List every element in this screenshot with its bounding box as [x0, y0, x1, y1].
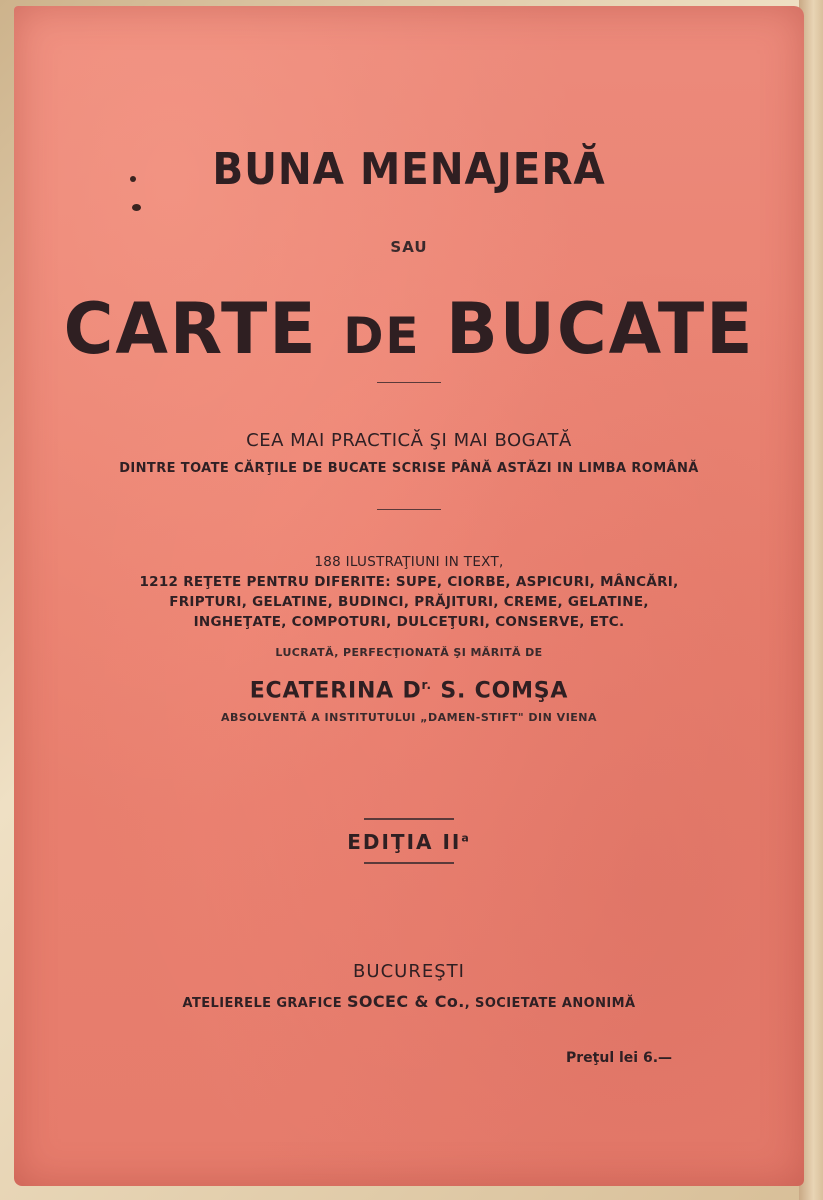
- publisher-suffix: , SOCIETATE ANONIMĂ: [464, 996, 636, 1011]
- feature-line: 188 ILUSTRAŢIUNI IN TEXT,: [314, 554, 504, 570]
- cover-content: [14, 6, 804, 1186]
- ink-stain: [132, 204, 141, 211]
- edition-text: EDIŢIA II: [347, 830, 462, 854]
- divider: [377, 509, 441, 510]
- features-block: [14, 552, 804, 632]
- connector-text: SAU: [390, 238, 428, 256]
- main-title: [26, 288, 792, 370]
- subtitle-line-1: CEA MAI PRACTICĂ ŞI MAI BOGATĂ: [246, 430, 572, 451]
- subtitle-line-2: DINTRE TOATE CĂRŢILE DE BUCATE SCRISE PÂNĂ ASTĂZI IN LIMBA ROMÂNĂ: [119, 461, 699, 476]
- main-title-part3: BUCATE: [446, 288, 755, 370]
- edition: [14, 830, 804, 854]
- edition-rule-bottom: [364, 862, 454, 864]
- publisher-prefix: ATELIERELE GRAFICE: [182, 996, 347, 1011]
- publisher-name: SOCEC & Co.: [346, 992, 465, 1011]
- author-credentials: ABSOLVENTĂ A INSTITUTULUI „DAMEN-STIFT" DIN VIENA: [220, 711, 598, 724]
- divider: [377, 382, 441, 383]
- feature-line: INGHEŢATE, COMPOTURI, DULCEŢURI, CONSERVE, ETC.: [193, 614, 625, 630]
- edition-sup: a: [461, 831, 471, 845]
- feature-line: 1212 REŢETE PENTRU DIFERITE: SUPE, CIORBE, ASPICURI, MÂNCĂRI,: [139, 574, 679, 590]
- price: Preţul lei 6.—: [566, 1050, 673, 1066]
- main-title-part2: DE: [343, 307, 421, 365]
- author-title: r.: [421, 678, 432, 692]
- main-title-part1: CARTE: [63, 288, 318, 370]
- by-line: LUCRATĂ, PERFECŢIONATĂ ŞI MĂRITĂ DE: [275, 646, 543, 659]
- author-name: [14, 678, 804, 703]
- author-first: ECATERINA D: [249, 678, 422, 704]
- city: BUCUREŞTI: [353, 961, 465, 982]
- feature-line: FRIPTURI, GELATINE, BUDINCI, PRĂJITURI, CREME, GELATINE,: [169, 594, 649, 610]
- publisher: [14, 992, 804, 1011]
- author-last: S. COMŞA: [431, 678, 569, 704]
- title-top: BUNA MENAJERĂ: [212, 144, 606, 195]
- edition-rule-top: [364, 818, 454, 820]
